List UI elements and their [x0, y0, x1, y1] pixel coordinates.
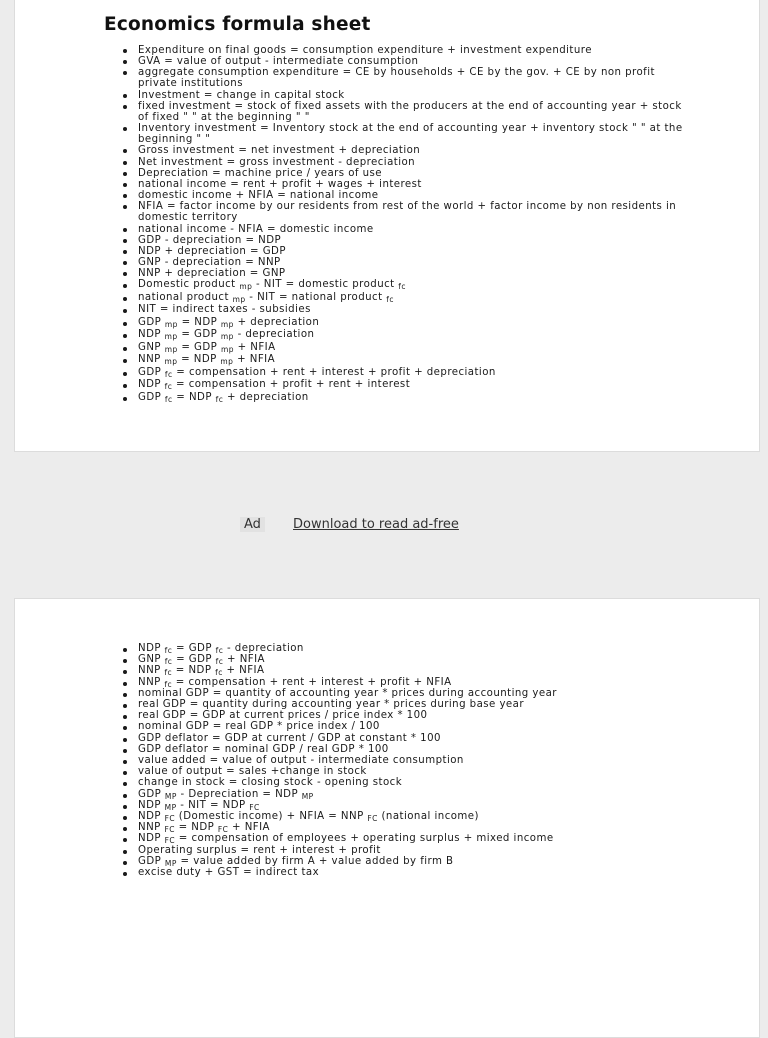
formula-text: + NFIA: [233, 341, 276, 353]
formula-text: nominal GDP = real GDP * price index / 100: [138, 721, 380, 733]
formula-item: [138, 789, 683, 800]
formula-text: = GDP: [177, 341, 221, 353]
formula-item: [138, 292, 683, 305]
formula-text: = GDP: [177, 329, 221, 341]
formula-text: - NIT = NDP: [176, 799, 250, 811]
formula-text: NDP: [138, 379, 165, 391]
formula-subscript: FC: [164, 836, 176, 846]
formula-subscript: MP: [164, 858, 177, 868]
formula-text: - depreciation: [223, 643, 304, 654]
formula-subscript: mp: [220, 357, 234, 367]
formula-text: real GDP = GDP at current prices / price index * 100: [138, 710, 428, 722]
formula-item: [138, 699, 683, 710]
formula-item: Net investment = gross investment - depreciation: [138, 157, 683, 168]
formula-item: [138, 379, 683, 392]
formula-subscript: fc: [215, 657, 224, 667]
document-page-1: [14, 0, 760, 452]
formula-text: = compensation + rent + interest + profit + NFIA: [172, 676, 452, 688]
formula-item: national income = rent + profit + wages + interest: [138, 179, 683, 190]
formula-subscript: mp: [164, 332, 178, 342]
formula-subscript: mp: [220, 332, 234, 342]
formula-subscript: mp: [164, 319, 178, 329]
document-title: Economics formula sheet: [104, 14, 371, 35]
formula-subscript: mp: [164, 357, 178, 367]
formula-text: NIT = indirect taxes - subsidies: [138, 304, 311, 316]
formula-text: = NDP: [172, 665, 216, 677]
formula-item: NDP + depreciation = GDP: [138, 246, 683, 257]
formula-item: [138, 643, 683, 654]
formula-text: NNP: [138, 354, 165, 366]
formula-text: Domestic product: [138, 279, 240, 291]
formula-text: GDP deflator = GDP at current / GDP at constant * 100: [138, 732, 441, 744]
formula-text: NDP: [138, 329, 165, 341]
formula-text: GDP: [138, 391, 165, 403]
formula-text: GDP: [138, 366, 165, 378]
formula-subscript: fc: [164, 394, 173, 404]
formula-text: GNP: [138, 341, 165, 353]
formula-text: + depreciation: [223, 391, 309, 403]
formula-subscript: FC: [217, 825, 229, 835]
formula-item: GDP - depreciation = NDP: [138, 235, 683, 246]
formula-text: NDP: [138, 811, 165, 823]
formula-subscript: FC: [249, 802, 260, 812]
formula-item: fixed investment = stock of fixed assets with the producers at the end of accounting year + stock of fixed " " at the beginning " ": [138, 100, 682, 123]
formula-subscript: fc: [398, 282, 406, 292]
formula-subscript: fc: [215, 668, 223, 678]
formula-text: = compensation of employees + operating surplus + mixed income: [175, 833, 554, 845]
formula-text: + NFIA: [228, 822, 270, 834]
formula-text: NDP: [138, 643, 165, 654]
formula-text: - NIT = national product: [245, 291, 387, 303]
formula-subscript: fc: [164, 369, 173, 379]
formula-item: [138, 392, 683, 405]
download-ad-free-link[interactable]: Download to read ad-free: [293, 517, 459, 532]
formula-text: GNP: [138, 654, 165, 666]
formula-subscript: fc: [215, 646, 224, 655]
formula-item: GNP - depreciation = NNP: [138, 257, 683, 268]
formula-text: nominal GDP = quantity of accounting year * prices during accounting year: [138, 687, 557, 699]
formula-text: NNP: [138, 822, 165, 834]
formula-item: Investment = change in capital stock: [138, 90, 683, 101]
formula-item: [138, 354, 683, 367]
formula-item: [138, 367, 683, 380]
formula-subscript: fc: [164, 657, 173, 667]
formula-text: GDP deflator = nominal GDP / real GDP * 100: [138, 743, 389, 755]
formula-text: = NDP: [174, 822, 218, 834]
formula-text: (national income): [377, 811, 479, 823]
formula-text: + depreciation: [233, 316, 320, 328]
formula-text: = compensation + rent + interest + profit + depreciation: [172, 366, 496, 378]
formula-item: Inventory investment = Inventory stock at the end of accounting year + inventory stock " " at the beginning " ": [138, 123, 683, 146]
formula-text: = NDP: [177, 354, 221, 366]
formula-text: NDP: [138, 799, 165, 811]
formula-item: GVA = value of output - intermediate consumption: [138, 56, 683, 67]
formula-text: real GDP = quantity during accounting year * prices during base year: [138, 699, 524, 711]
formula-item: [138, 833, 683, 844]
formula-item: national income - NFIA = domestic income: [138, 224, 683, 235]
formula-text: + NFIA: [233, 354, 276, 366]
ad-label: Ad: [240, 517, 265, 532]
formula-subscript: fc: [215, 394, 224, 404]
formula-item: [138, 856, 683, 867]
ad-bar: [0, 516, 768, 536]
formula-item: [138, 329, 683, 342]
formula-subscript: FC: [367, 814, 378, 824]
formula-item: [138, 304, 683, 317]
formula-item: domestic income + NFIA = national income: [138, 190, 683, 201]
formula-text: national product: [138, 291, 233, 303]
formula-subscript: fc: [164, 382, 173, 392]
formula-subscript: FC: [164, 825, 175, 835]
formula-list-page-2: [138, 643, 683, 878]
formula-subscript: MP: [164, 802, 177, 812]
formula-subscript: mp: [239, 282, 253, 292]
formula-text: = GDP: [172, 643, 216, 654]
formula-text: - NIT = domestic product: [252, 279, 399, 291]
formula-item: NFIA = factor income by our residents from rest of the world + factor income by non residents in domestic territory: [138, 201, 683, 223]
formula-text: excise duty + GST = indirect tax: [138, 867, 320, 879]
formula-item: [138, 845, 683, 856]
formula-list-page-1: [138, 45, 683, 404]
formula-item: [138, 733, 683, 744]
formula-subscript: MP: [301, 791, 314, 801]
formula-item: Depreciation = machine price / years of use: [138, 168, 683, 179]
formula-text: - Depreciation = NDP: [176, 788, 302, 800]
formula-text: = value added by firm A + value added by firm B: [176, 855, 454, 867]
formula-subscript: mp: [220, 344, 234, 354]
formula-item: [138, 766, 683, 777]
formula-subscript: fc: [164, 646, 173, 655]
formula-item: [138, 317, 683, 330]
formula-item: [138, 800, 683, 811]
formula-text: change in stock = closing stock - opening stock: [138, 777, 403, 789]
formula-subscript: fc: [164, 679, 173, 689]
formula-text: = compensation + profit + rent + interest: [172, 379, 411, 391]
formula-text: GDP: [138, 788, 165, 800]
formula-subscript: mp: [220, 319, 234, 329]
formula-text: NNP: [138, 665, 165, 677]
formula-text: Operating surplus = rent + interest + profit: [138, 844, 381, 856]
formula-text: = NDP: [172, 391, 216, 403]
formula-text: value of output = sales +change in stock: [138, 766, 367, 778]
formula-item: [138, 342, 683, 355]
formula-text: GDP: [138, 855, 165, 867]
formula-item: aggregate consumption expenditure = CE by households + CE by the gov. + CE by non profit private institutions: [138, 67, 683, 89]
formula-item: [138, 755, 683, 766]
formula-text: + NFIA: [222, 665, 265, 677]
formula-item: [138, 811, 683, 822]
formula-text: = GDP: [172, 654, 216, 666]
formula-text: (Domestic income) + NFIA = NNP: [175, 811, 368, 823]
formula-item: [138, 279, 683, 292]
formula-item: [138, 677, 683, 688]
formula-text: + NFIA: [223, 654, 265, 666]
formula-subscript: fc: [164, 668, 173, 678]
formula-item: [138, 721, 683, 732]
formula-item: [138, 744, 683, 755]
formula-subscript: mp: [232, 294, 246, 304]
formula-text: GDP: [138, 316, 165, 328]
formula-item: [138, 710, 683, 721]
formula-item: [138, 688, 683, 699]
formula-item: [138, 867, 683, 878]
formula-text: value added = value of output - intermediate consumption: [138, 755, 464, 767]
formula-item: [138, 654, 683, 665]
formula-item: [138, 777, 683, 788]
formula-item: NNP + depreciation = GNP: [138, 268, 683, 279]
formula-subscript: fc: [386, 294, 394, 304]
formula-item: Expenditure on final goods = consumption expenditure + investment expenditure: [138, 45, 683, 56]
document-page-2: [14, 598, 760, 1038]
formula-item: Gross investment = net investment + depreciation: [138, 145, 683, 156]
formula-text: = NDP: [177, 316, 221, 328]
formula-text: NNP: [138, 676, 165, 688]
formula-item: [138, 665, 683, 676]
formula-item: [138, 822, 683, 833]
formula-text: - depreciation: [233, 329, 315, 341]
formula-subscript: FC: [164, 814, 176, 824]
formula-subscript: mp: [164, 344, 178, 354]
formula-subscript: MP: [164, 791, 177, 801]
formula-text: NDP: [138, 833, 165, 845]
